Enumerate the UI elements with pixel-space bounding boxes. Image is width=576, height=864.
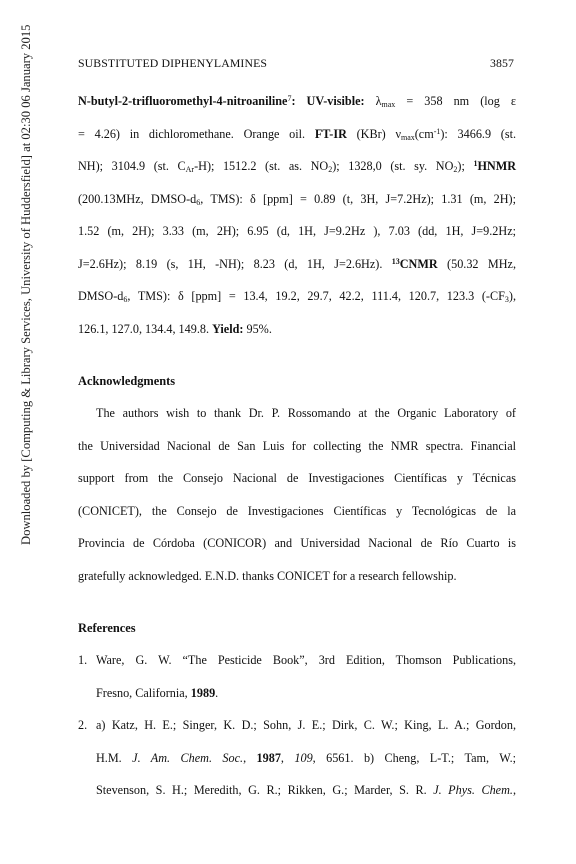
compound-line-5: 1.52 (m, 2H); 3.33 (m, 2H); 6.95 (d, 1H, J=9.2Hz ), 7.03 (dd, 1H, J=9.2Hz; <box>78 224 516 238</box>
compound-line-4 <box>78 189 516 222</box>
ar-sub: Ar <box>185 165 195 174</box>
journal-name: J. Phys. Chem. <box>433 783 513 797</box>
reference-text: , <box>243 750 257 765</box>
ir-label: FT-IR <box>314 126 347 141</box>
ir-value: ): 3466.9 (st. <box>440 126 517 141</box>
ir-kbr: (KBr) ν <box>346 126 401 141</box>
acknowledgments-heading: Acknowledgments <box>78 374 176 388</box>
sub-2: 2 <box>453 165 458 174</box>
reference-1 <box>78 650 516 683</box>
ack-line: gratefully acknowledged. E.N.D. thanks CONICET for a research fellowship. <box>78 568 457 583</box>
body-text <box>78 91 516 813</box>
line7-text: , TMS): δ [ppm] = 13.4, 19.2, 29.7, 42.2, 111.4, 120.7, 123.3 (-CF <box>127 289 505 303</box>
sub-2: 2 <box>328 165 333 174</box>
hnmr-label: HNMR <box>477 159 517 173</box>
reference-volume: 109 <box>294 750 313 765</box>
c-sup: 13 <box>391 256 400 266</box>
reference-text: Stevenson, S. H.; Meredith, G. R.; Rikken, G.; Marder, S. R. <box>96 783 427 797</box>
yield-label: Yield: <box>212 321 244 336</box>
running-title: SUBSTITUTED DIPHENYLAMINES <box>78 56 268 70</box>
compound-line-7 <box>78 286 516 319</box>
ir-unit-sup: -1 <box>433 126 441 136</box>
sub-6: 6 <box>196 197 201 207</box>
uv-label: UV-visible: <box>306 94 365 108</box>
line4-text: , TMS): δ [ppm] = 0.89 (t, 3H, J=7.2Hz); 1.31 (m, 2H); <box>200 191 516 206</box>
reference-2-cont <box>78 748 516 781</box>
compound-line-6 <box>78 254 516 287</box>
line2-text: = 4.26) in dichloromethane. Orange oil. <box>78 126 306 141</box>
line8-text: 126.1, 127.0, 134.4, 149.8. <box>78 321 210 336</box>
reference-text: , 6561. b) Cheng, L-T.; Tam, W.; <box>312 750 517 765</box>
uv-value: = 358 nm (log ε <box>395 94 516 108</box>
line6-text: (50.32 MHz, <box>437 256 516 271</box>
max-sub: max <box>400 132 415 142</box>
h-sup: 1 <box>473 159 478 168</box>
ack-line: The authors wish to thank Dr. P. Rossomando at the Organic Laboratory of <box>96 406 516 420</box>
reference-1-cont <box>78 683 516 716</box>
line7-text: DMSO-d <box>78 289 124 303</box>
ack-line: (CONICET), the Consejo de Investigaciones Científicas y Tecnológicas de la <box>78 503 516 518</box>
cnmr-label: CNMR <box>399 256 438 271</box>
download-watermark: Downloaded by [Computing & Library Services, University of Huddersfield] at 02:30 06 January 2015 <box>19 24 33 545</box>
ack-line: the Universidad Nacional de San Luis for collecting the NMR spectra. Financial <box>78 438 516 453</box>
reference-text: , <box>280 750 295 765</box>
compound-line-3 <box>78 156 516 189</box>
citation-sup: 7 <box>287 94 292 103</box>
compound-line-8 <box>78 319 516 352</box>
reference-text: a) Katz, H. E.; Singer, K. D.; Sohn, J. E.; Dirk, C. W.; King, L. A.; Gordon, <box>96 718 516 732</box>
line6-text: J=2.6Hz); 8.19 (s, 1H, -NH); 8.23 (d, 1H, J=2.6Hz). <box>78 256 383 271</box>
reference-2-cont <box>78 780 516 813</box>
reference-text: . <box>215 685 219 700</box>
reference-number: 2. <box>78 718 88 732</box>
line4-text: (200.13MHz, DMSO-d <box>78 191 197 206</box>
journal-name: J. Am. Chem. Soc. <box>132 750 244 765</box>
lambda-symbol: λ <box>375 94 382 108</box>
line3-text: ); <box>457 159 465 173</box>
line7-text: ), <box>508 289 516 303</box>
reference-year: 1987 <box>256 750 281 765</box>
page-number: 3857 <box>490 56 514 70</box>
reference-text: , <box>512 783 516 797</box>
compound-line-1: N-butyl-2-trifluoromethyl-4-nitroaniline$^7$: UV-visible: $\lambda_{max} = 358$ nm (log ε <box>78 94 516 109</box>
reference-number: 1. <box>78 653 88 667</box>
reference-year: 1989 <box>190 685 216 700</box>
ack-line: Provincia de Córdoba (CONICOR) and Universidad Nacional de Río Cuarto is <box>78 536 516 550</box>
reference-2 <box>78 715 516 748</box>
sub-6: 6 <box>123 295 128 304</box>
reference-text: Ware, G. W. “The Pesticide Book”, 3rd Edition, Thomson Publications, <box>96 653 516 667</box>
ir-unit: (cm <box>414 126 434 141</box>
max-sub: max <box>381 100 396 109</box>
compound-line-2 <box>78 124 516 157</box>
ack-line: support from the Consejo Nacional de Investigaciones Científicas y Técnicas <box>78 471 516 485</box>
compound-name: N-butyl-2-trifluoromethyl-4-nitroaniline <box>78 94 288 108</box>
line3-text: ); 1328,0 (st. sy. NO <box>332 159 454 173</box>
reference-text: Fresno, California, <box>96 685 188 700</box>
sub-3: 3 <box>504 295 509 304</box>
line3-text: -H); 1512.2 (st. as. NO <box>194 159 329 173</box>
references-heading: References <box>78 621 136 635</box>
yield-value: 95%. <box>243 321 272 336</box>
reference-text: H.M. <box>96 750 122 765</box>
line3-text: NH); 3104.9 (st. C <box>78 159 186 173</box>
